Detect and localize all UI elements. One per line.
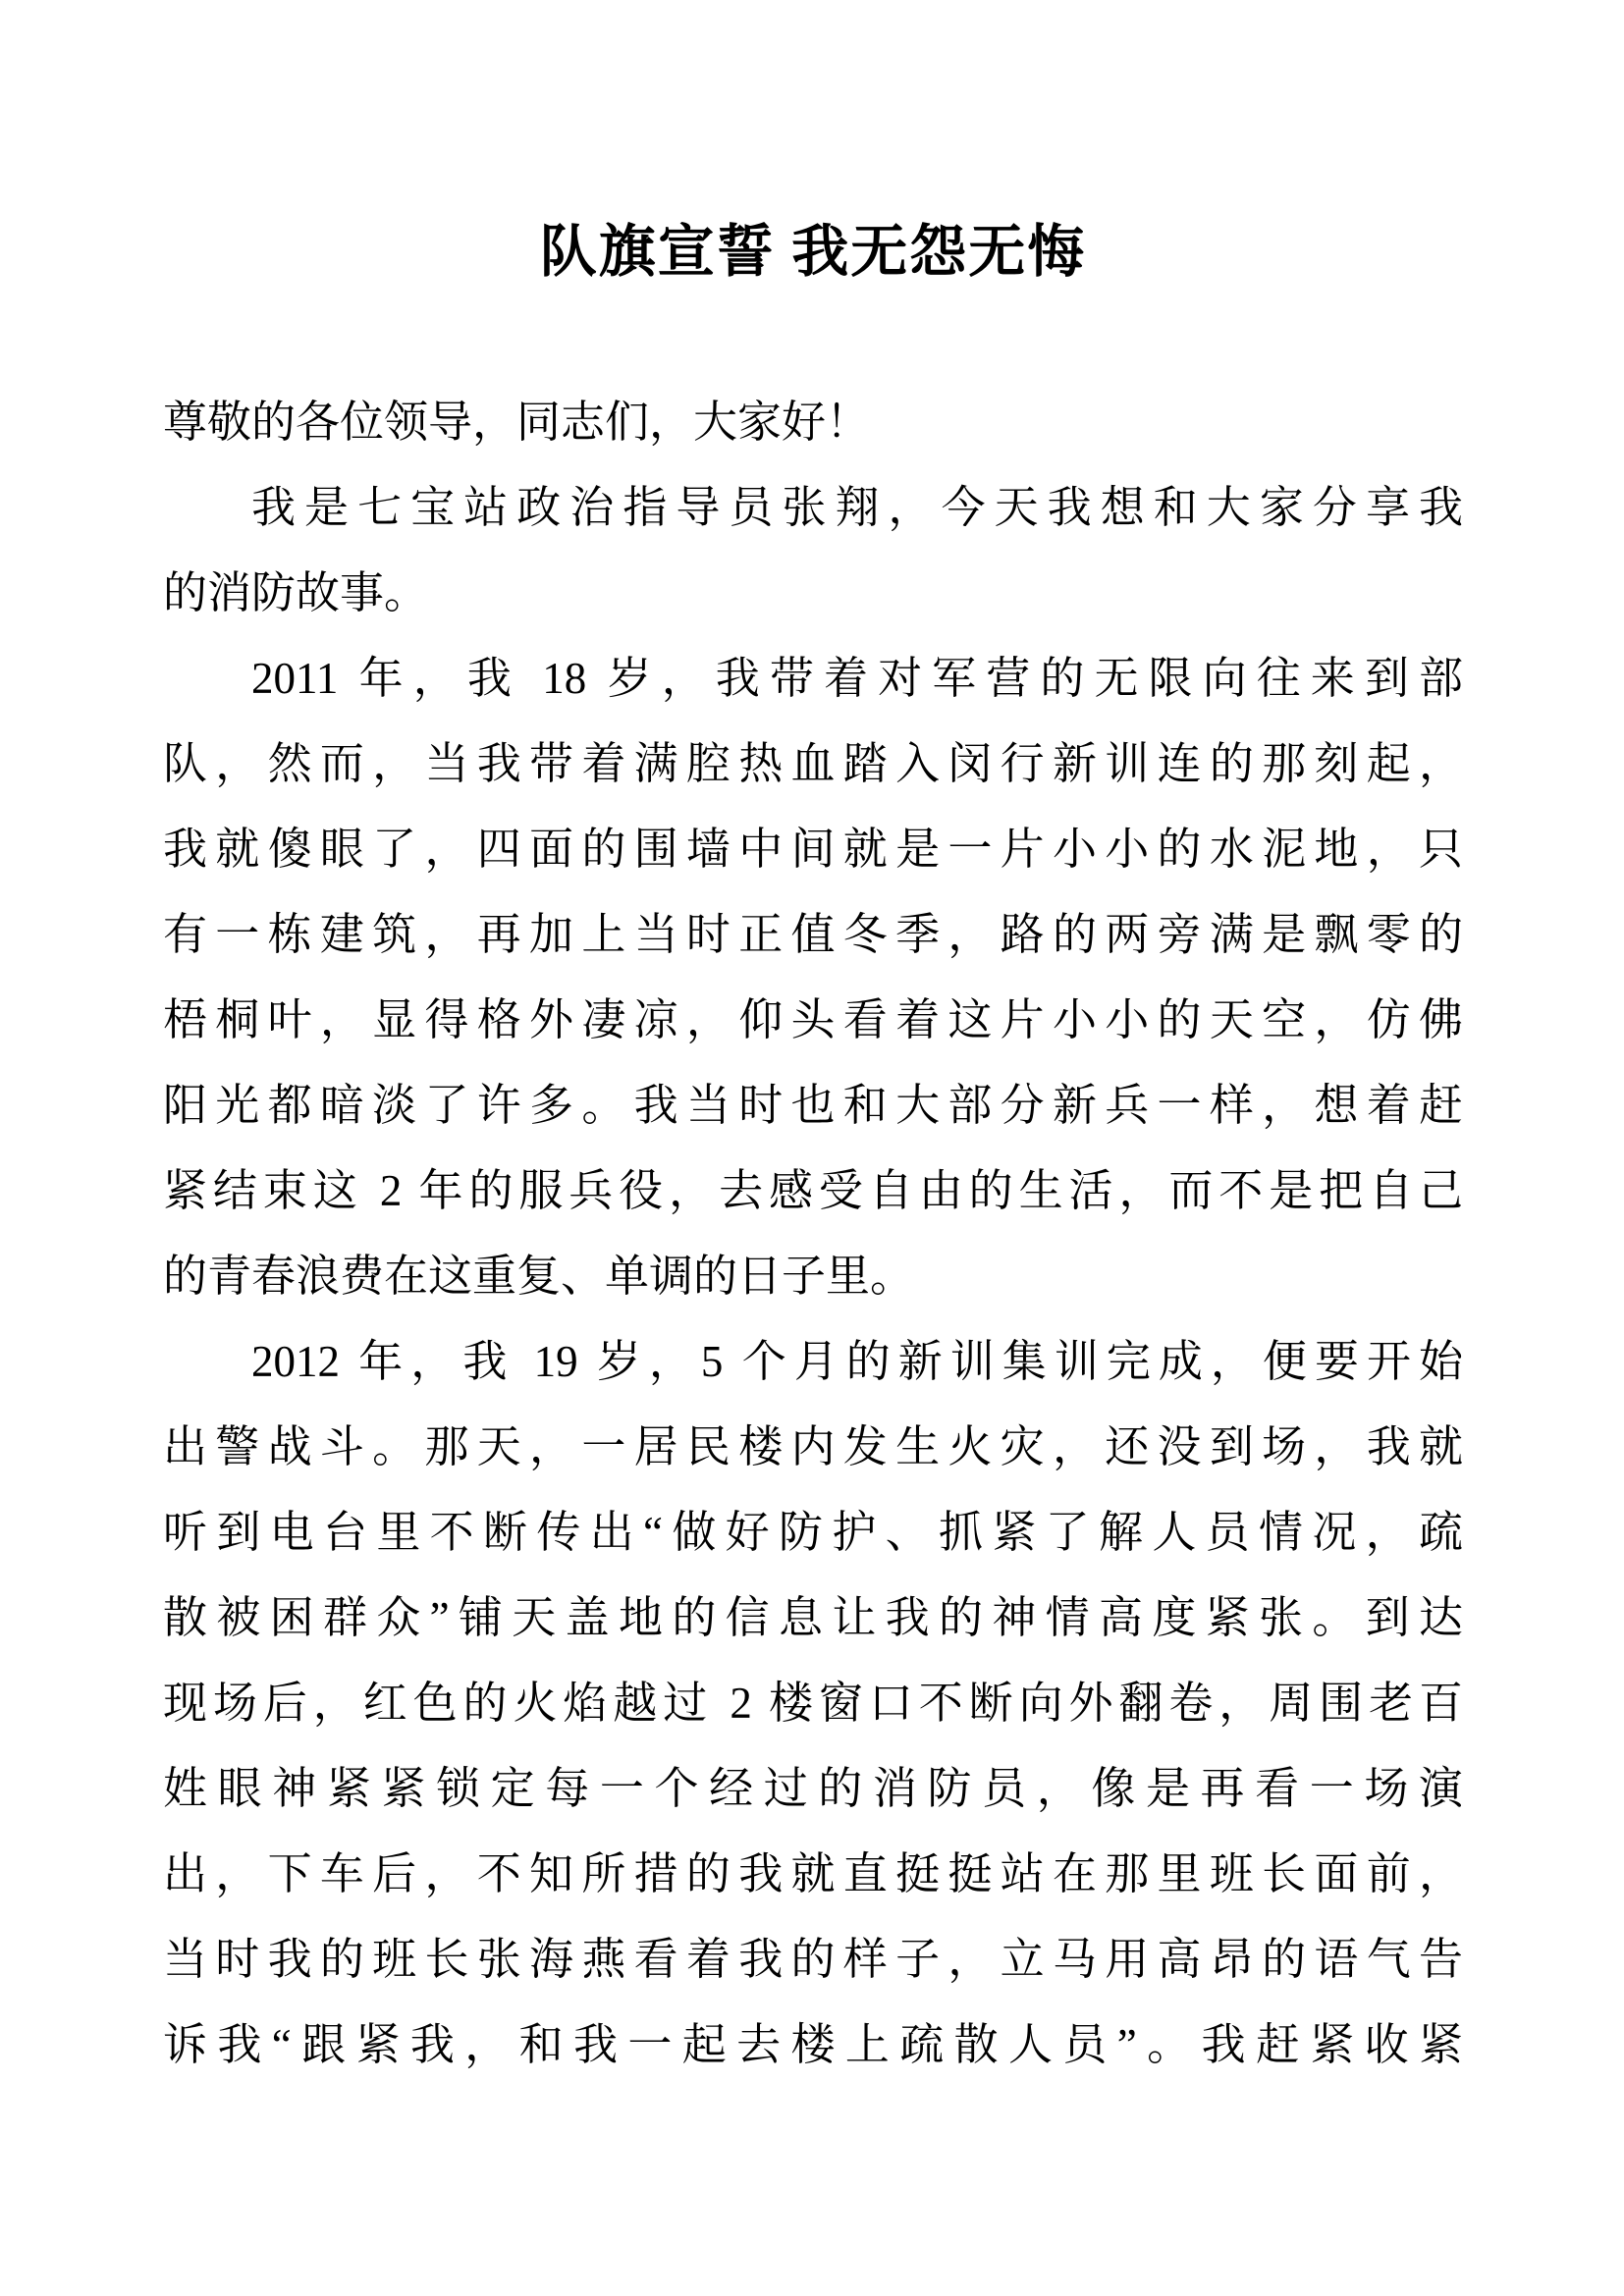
text-line: 有一栋建筑，再加上当时正值冬季，路的两旁满是飘零的: [163, 910, 1463, 959]
text-line: 阳光都暗淡了许多。我当时也和大部分新兵一样，想着赶: [163, 1081, 1463, 1130]
text-line: 当时我的班长张海燕看着我的样子，立马用高昂的语气告: [163, 1935, 1463, 1984]
text-line: 梧桐叶，显得格外凄凉，仰头看着这片小小的天空，仿佛: [163, 995, 1463, 1044]
text-line: 的消防故事。: [163, 568, 429, 617]
paragraph: [163, 636, 1463, 1319]
text-line: 诉我“跟紧我，和我一起去楼上疏散人员”。我赶紧收紧: [163, 2020, 1463, 2069]
text-line: 2012 年，我 19 岁，5 个月的新训集训完成，便要开始: [251, 1337, 1463, 1386]
paragraph: [163, 465, 1463, 636]
paragraph: [163, 380, 1463, 465]
text-line: 紧结束这 2 年的服兵役，去感受自由的生活，而不是把自己: [163, 1166, 1463, 1215]
text-line: 我是七宝站政治指导员张翔，今天我想和大家分享我: [251, 483, 1463, 532]
text-line: 现场后，红色的火焰越过 2 楼窗口不断向外翻卷，周围老百: [163, 1679, 1463, 1728]
paragraph: [163, 1319, 1463, 2088]
document-body: [163, 380, 1463, 2088]
text-line: 出警战斗。那天，一居民楼内发生火灾，还没到场，我就: [163, 1422, 1463, 1471]
text-line: 2011 年，我 18 岁，我带着对军营的无限向往来到部: [251, 654, 1463, 703]
text-line: 姓眼神紧紧锁定每一个经过的消防员，像是再看一场演: [163, 1764, 1463, 1813]
text-line: 出，下车后，不知所措的我就直挺挺站在那里班长面前，: [163, 1849, 1463, 1898]
text-line: 尊敬的各位领导，同志们，大家好！: [163, 398, 871, 447]
text-line: 的青春浪费在这重复、单调的日子里。: [163, 1252, 915, 1301]
text-line: 散被困群众”铺天盖地的信息让我的神情高度紧张。到达: [163, 1593, 1463, 1642]
text-line: 我就傻眼了，四面的围墙中间就是一片小小的水泥地，只: [163, 825, 1463, 874]
text-line: 队，然而，当我带着满腔热血踏入闵行新训连的那刻起，: [163, 739, 1463, 788]
document-title: 队旗宣誓 我无怨无悔: [539, 220, 1087, 284]
text-line: 听到电台里不断传出“做好防护、抓紧了解人员情况，疏: [163, 1508, 1463, 1557]
